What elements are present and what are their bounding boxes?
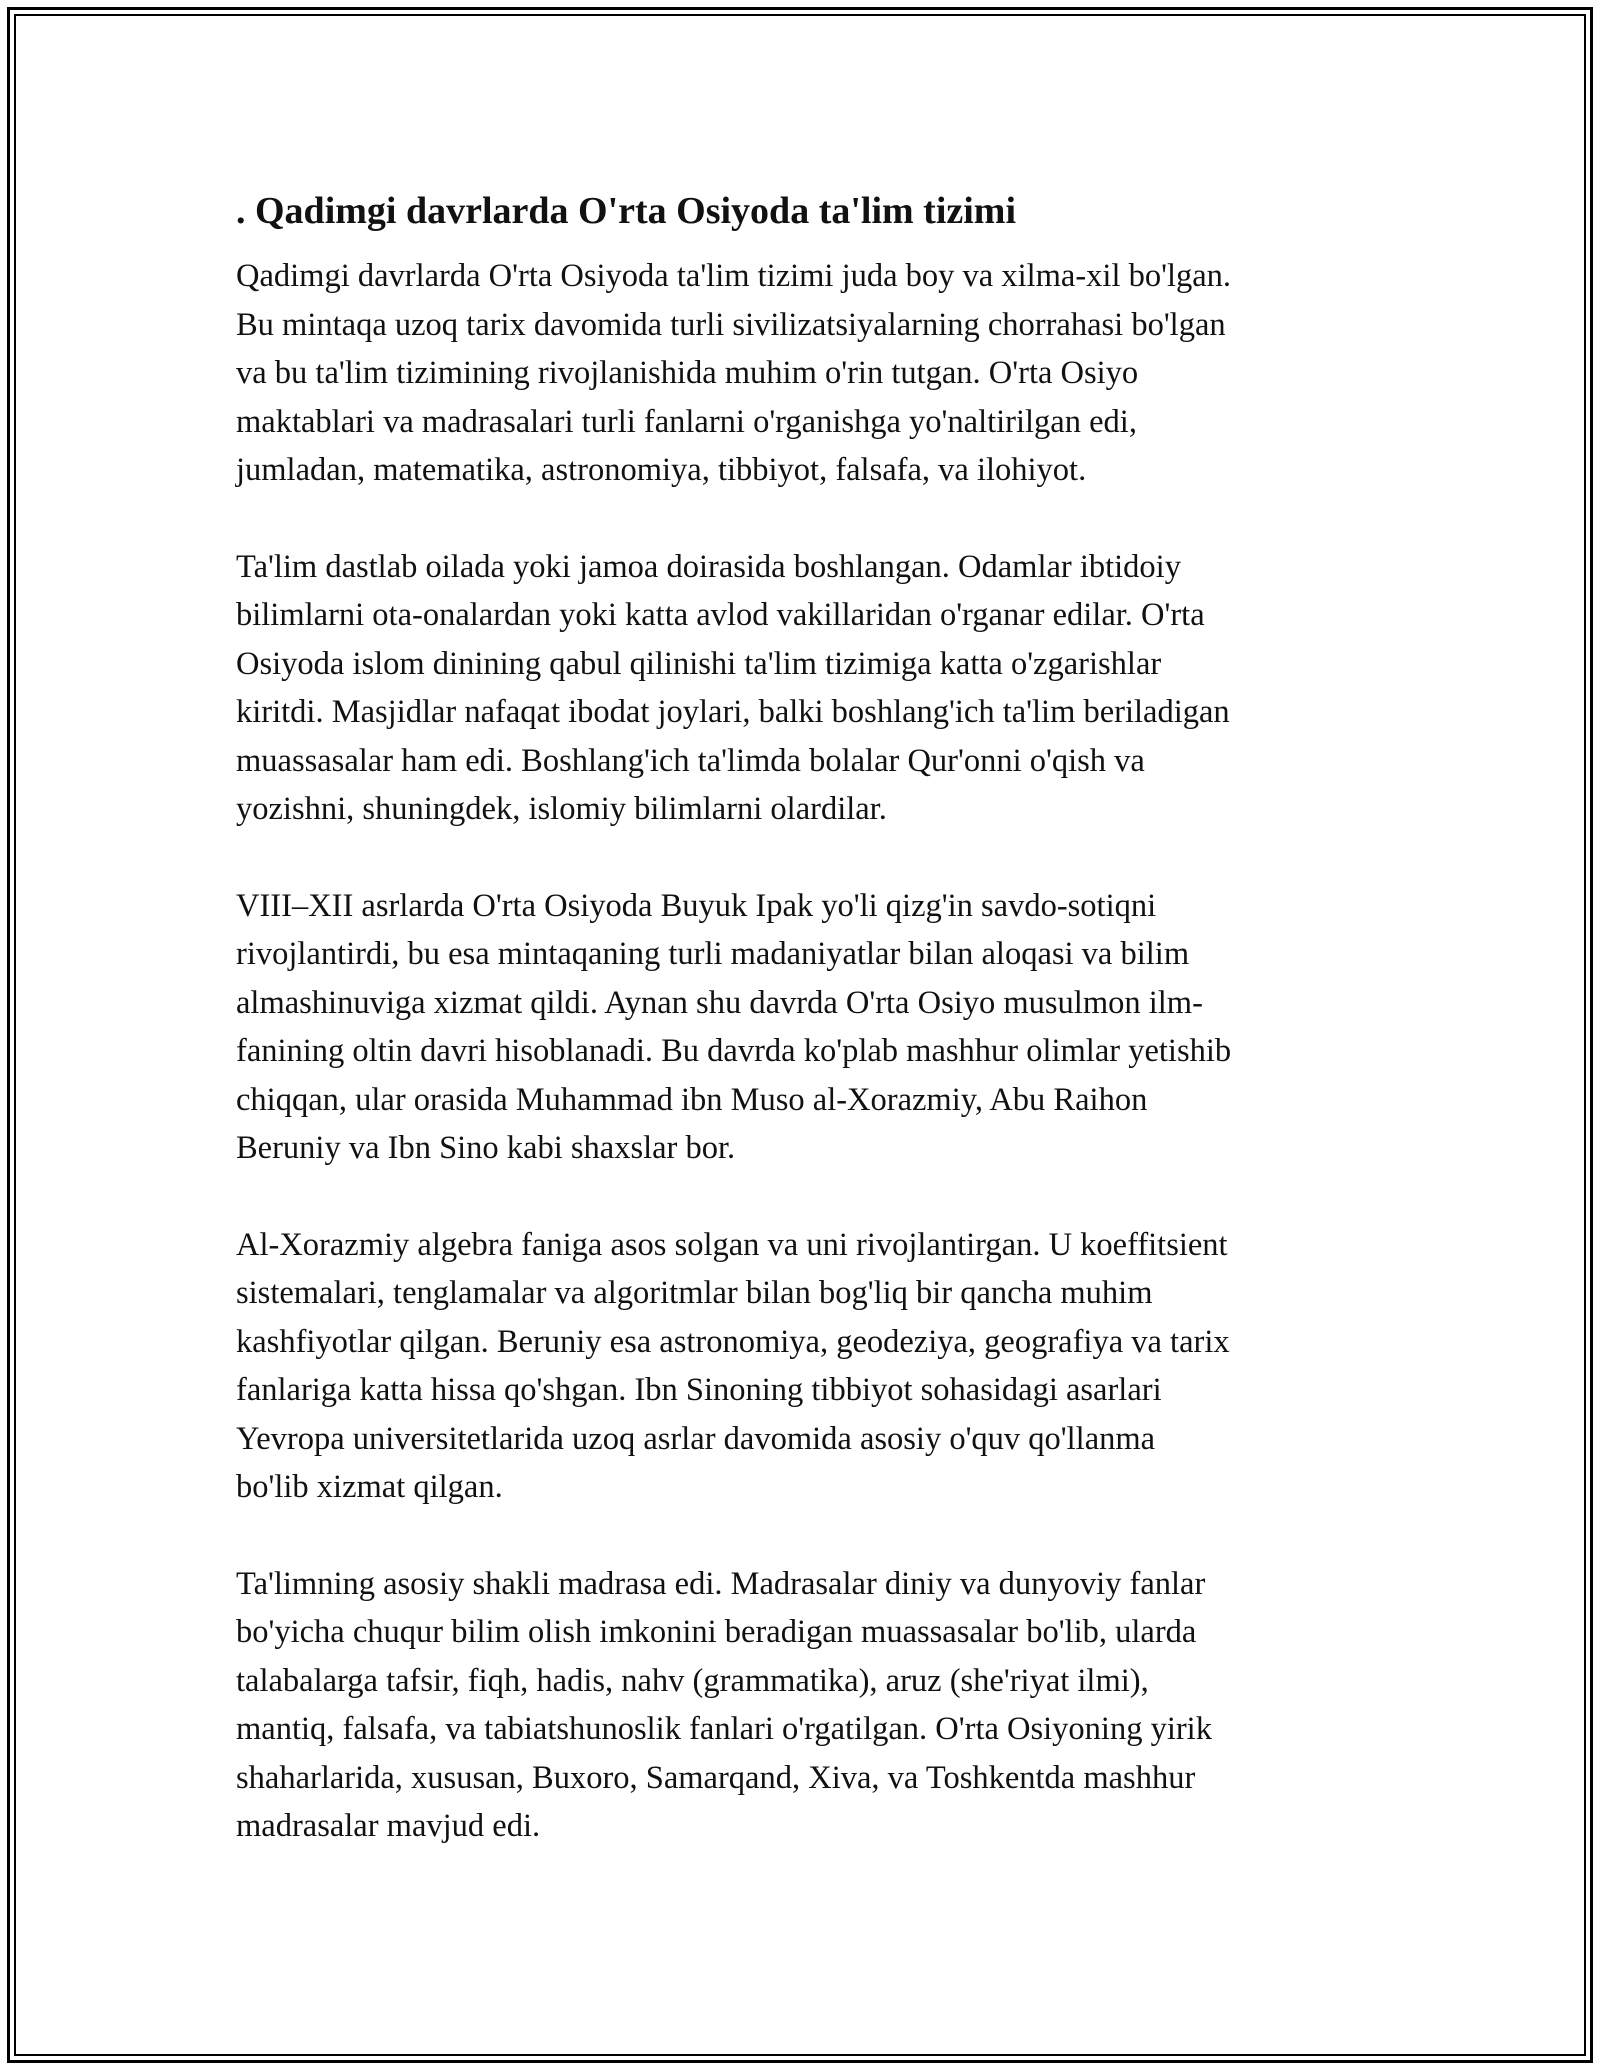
paragraph bbox=[236, 882, 1386, 1173]
paragraph bbox=[236, 1560, 1386, 1851]
paragraph-line: kashfiyotlar qilgan. Beruniy esa astronomiya, geodeziya, geografiya va tarix bbox=[236, 1323, 1230, 1360]
paragraph-line: bo'yicha chuqur bilim olish imkonini beradigan muassasalar bo'lib, ularda bbox=[236, 1614, 1197, 1650]
paragraph-line: bilimlarni ota-onalardan yoki katta avlod vakillaridan o'rganar edilar. O'rta bbox=[236, 597, 1205, 633]
paragraph-line: rivojlantirdi, bu esa mintaqaning turli madaniyatlar bilan aloqasi va bilim bbox=[236, 936, 1190, 972]
paragraph-line: talabalarga tafsir, fiqh, hadis, nahv (grammatika), aruz (she'riyat ilmi), bbox=[236, 1662, 1149, 1699]
paragraph-line: madrasalar mavjud edi. bbox=[236, 1808, 541, 1844]
paragraph-line: mantiq, falsafa, va tabiatshunoslik fanlari o'rgatilgan. O'rta Osiyoning yirik bbox=[236, 1711, 1212, 1747]
paragraph-line: Bu mintaqa uzoq tarix davomida turli sivilizatsiyalarning chorrahasi bo'lgan bbox=[236, 306, 1226, 343]
paragraph-line: almashinuviga xizmat qildi. Aynan shu davrda O'rta Osiyo musulmon ilm- bbox=[236, 984, 1203, 1021]
paragraph-line: Al-Xorazmiy algebra faniga asos solgan va uni rivojlantirgan. U koeffitsient bbox=[236, 1226, 1228, 1263]
paragraph bbox=[236, 252, 1386, 495]
paragraph-line: VIII–XII asrlarda O'rta Osiyoda Buyuk Ipak yo'li qizg'in savdo-sotiqni bbox=[236, 887, 1157, 924]
paragraph-line: Ta'limning asosiy shakli madrasa edi. Madrasalar diniy va dunyoviy fanlar bbox=[236, 1565, 1206, 1602]
document-body bbox=[236, 186, 1386, 1899]
paragraph-line: Qadimgi davrlarda O'rta Osiyoda ta'lim tizimi juda boy va xilma-xil bo'lgan. bbox=[236, 258, 1232, 294]
paragraph-line: jumladan, matematika, astronomiya, tibbiyot, falsafa, va ilohiyot. bbox=[236, 452, 1087, 488]
paragraph-line: fanining oltin davri hisoblanadi. Bu davrda ko'plab mashhur olimlar yetishib bbox=[236, 1033, 1232, 1069]
paragraph-line: Yevropa universitetlarida uzoq asrlar davomida asosiy o'quv qo'llanma bbox=[236, 1420, 1156, 1457]
paragraph-line: Ta'lim dastlab oilada yoki jamoa doirasida boshlangan. Odamlar ibtidoiy bbox=[236, 548, 1181, 585]
document-title: . Qadimgi davrlarda O'rta Osiyoda ta'lim tizimi bbox=[236, 190, 1017, 232]
paragraph-line: muassasalar ham edi. Boshlang'ich ta'limda bolalar Qur'onni o'qish va bbox=[236, 742, 1145, 779]
paragraph-line: va bu ta'lim tizimining rivojlanishida muhim o'rin tutgan. O'rta Osiyo bbox=[236, 355, 1139, 391]
paragraph bbox=[236, 543, 1386, 834]
paragraph-line: Beruniy va Ibn Sino kabi shaxslar bor. bbox=[236, 1130, 736, 1166]
paragraph-line: Osiyoda islom dinining qabul qilinishi ta'lim tizimiga katta o'zgarishlar bbox=[236, 645, 1162, 682]
paragraph-line: sistemalari, tenglamalar va algoritmlar bilan bog'liq bir qancha muhim bbox=[236, 1275, 1153, 1311]
paragraph-line: fanlariga katta hissa qo'shgan. Ibn Sinoning tibbiyot sohasidagi asarlari bbox=[236, 1372, 1162, 1408]
paragraph bbox=[236, 1221, 1386, 1512]
paragraph-line: maktablari va madrasalari turli fanlarni o'rganishga yo'naltirilgan edi, bbox=[236, 403, 1137, 440]
paragraph-line: yozishni, shuningdek, islomiy bilimlarni olardilar. bbox=[236, 791, 887, 827]
paragraph-list bbox=[236, 252, 1386, 1851]
paragraph-line: kiritdi. Masjidlar nafaqat ibodat joylari, balki boshlang'ich ta'lim beriladigan bbox=[236, 694, 1230, 730]
paragraph-line: chiqqan, ular orasida Muhammad ibn Muso al-Xorazmiy, Abu Raihon bbox=[236, 1081, 1148, 1118]
paragraph-line: bo'lib xizmat qilgan. bbox=[236, 1469, 503, 1505]
paragraph-line: shaharlarida, xususan, Buxoro, Samarqand, Xiva, va Toshkentda mashhur bbox=[236, 1759, 1196, 1796]
